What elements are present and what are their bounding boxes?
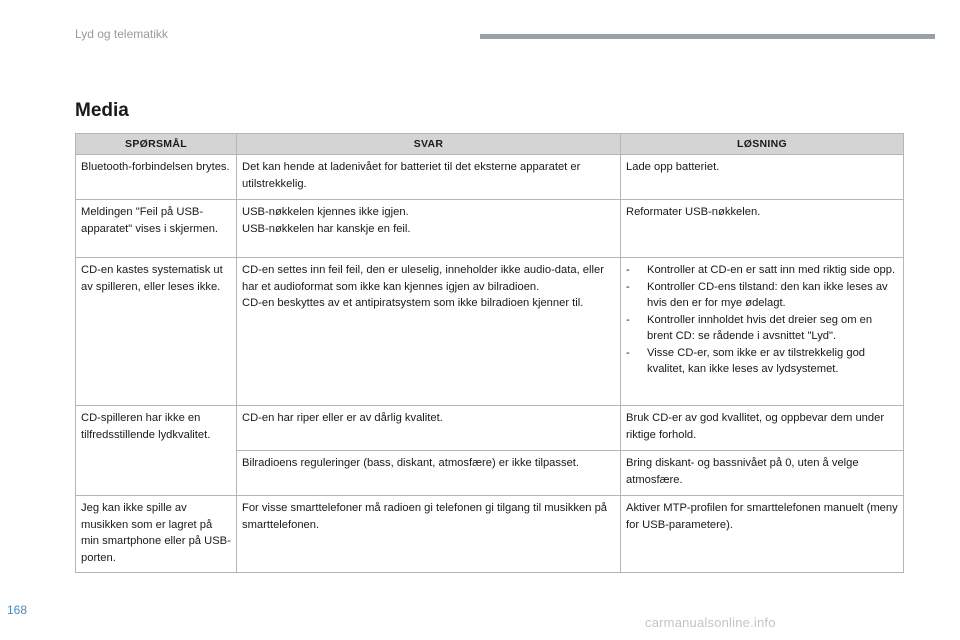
answer-cell: Bilradioens reguleringer (bass, diskant, atmosfære) er ikke tilpasset. [237, 451, 621, 496]
solution-item: - Kontroller at CD-en er satt inn med riktig side opp. [626, 262, 898, 279]
solution-item: - Kontroller CD-ens tilstand: den kan ikke leses av hvis den er for mye ødelagt. [626, 279, 898, 312]
question-cell: Meldingen "Feil på USB-apparatet" vises i skjermen. [76, 200, 237, 258]
solution-list [626, 262, 898, 378]
section-label: Lyd og telematikk [75, 27, 168, 41]
solution-cell [621, 258, 904, 406]
watermark: carmanualsonline.info [645, 615, 776, 630]
table-header-row [76, 134, 904, 155]
header-bar [480, 34, 935, 39]
solution-item: - Kontroller innholdet hvis det dreier seg om en brent CD: se rådende i avsnittet "Lyd". [626, 312, 898, 345]
faq-table [75, 133, 904, 573]
answer-line: USB-nøkkelen har kanskje en feil. [242, 222, 411, 235]
table-row [76, 406, 904, 451]
question-cell: Jeg kan ikke spille av musikken som er lagret på min smartphone eller på USB-porten. [76, 496, 237, 573]
solution-cell: Bring diskant- og bassnivået på 0, uten å velge atmosfære. [621, 451, 904, 496]
page-number: 168 [7, 603, 28, 617]
table-row [76, 496, 904, 573]
answer-cell: CD-en har riper eller er av dårlig kvalitet. [237, 406, 621, 451]
answer-cell [237, 258, 621, 406]
answer-line: USB-nøkkelen kjennes ikke igjen. [242, 206, 409, 218]
column-header-question: SPØRSMÅL [76, 134, 237, 155]
answer-cell: Det kan hende at ladenivået for batteriet til det eksterne apparatet er utilstrekkelig. [237, 155, 621, 200]
question-cell: CD-en kastes systematisk ut av spilleren, eller leses ikke. [76, 258, 237, 406]
solution-cell: Lade opp batteriet. [621, 155, 904, 200]
page-title: Media [75, 100, 129, 121]
table-row [76, 258, 904, 406]
answer-cell [237, 200, 621, 258]
solution-cell: Aktiver MTP-profilen for smarttelefonen manuelt (meny for USB-parametere). [621, 496, 904, 573]
table-row [76, 155, 904, 200]
question-cell: Bluetooth-forbindelsen brytes. [76, 155, 237, 200]
answer-line: CD-en beskyttes av et antipiratsystem som ikke bilradioen kjenner til. [242, 297, 584, 309]
answer-line: CD-en settes inn feil feil, den er uleselig, inneholder ikke audio-data, eller har et audioformat som ikke kan kjennes igjen av bilradioen. [242, 264, 604, 293]
column-header-solution: LØSNING [621, 134, 904, 155]
question-cell: CD-spilleren har ikke en tilfredsstillende lydkvalitet. [76, 406, 237, 496]
solution-cell: Bruk CD-er av god kvallitet, og oppbevar dem under riktige forhold. [621, 406, 904, 451]
solution-item: - Visse CD-er, som ikke er av tilstrekkelig god kvalitet, kan ikke leses av lydsystemet. [626, 345, 898, 378]
answer-cell: For visse smarttelefoner må radioen gi telefonen gi tilgang til musikken på smarttelefonen. [237, 496, 621, 573]
solution-cell: Reformater USB-nøkkelen. [621, 200, 904, 258]
column-header-answer: SVAR [237, 134, 621, 155]
table-row [76, 200, 904, 258]
